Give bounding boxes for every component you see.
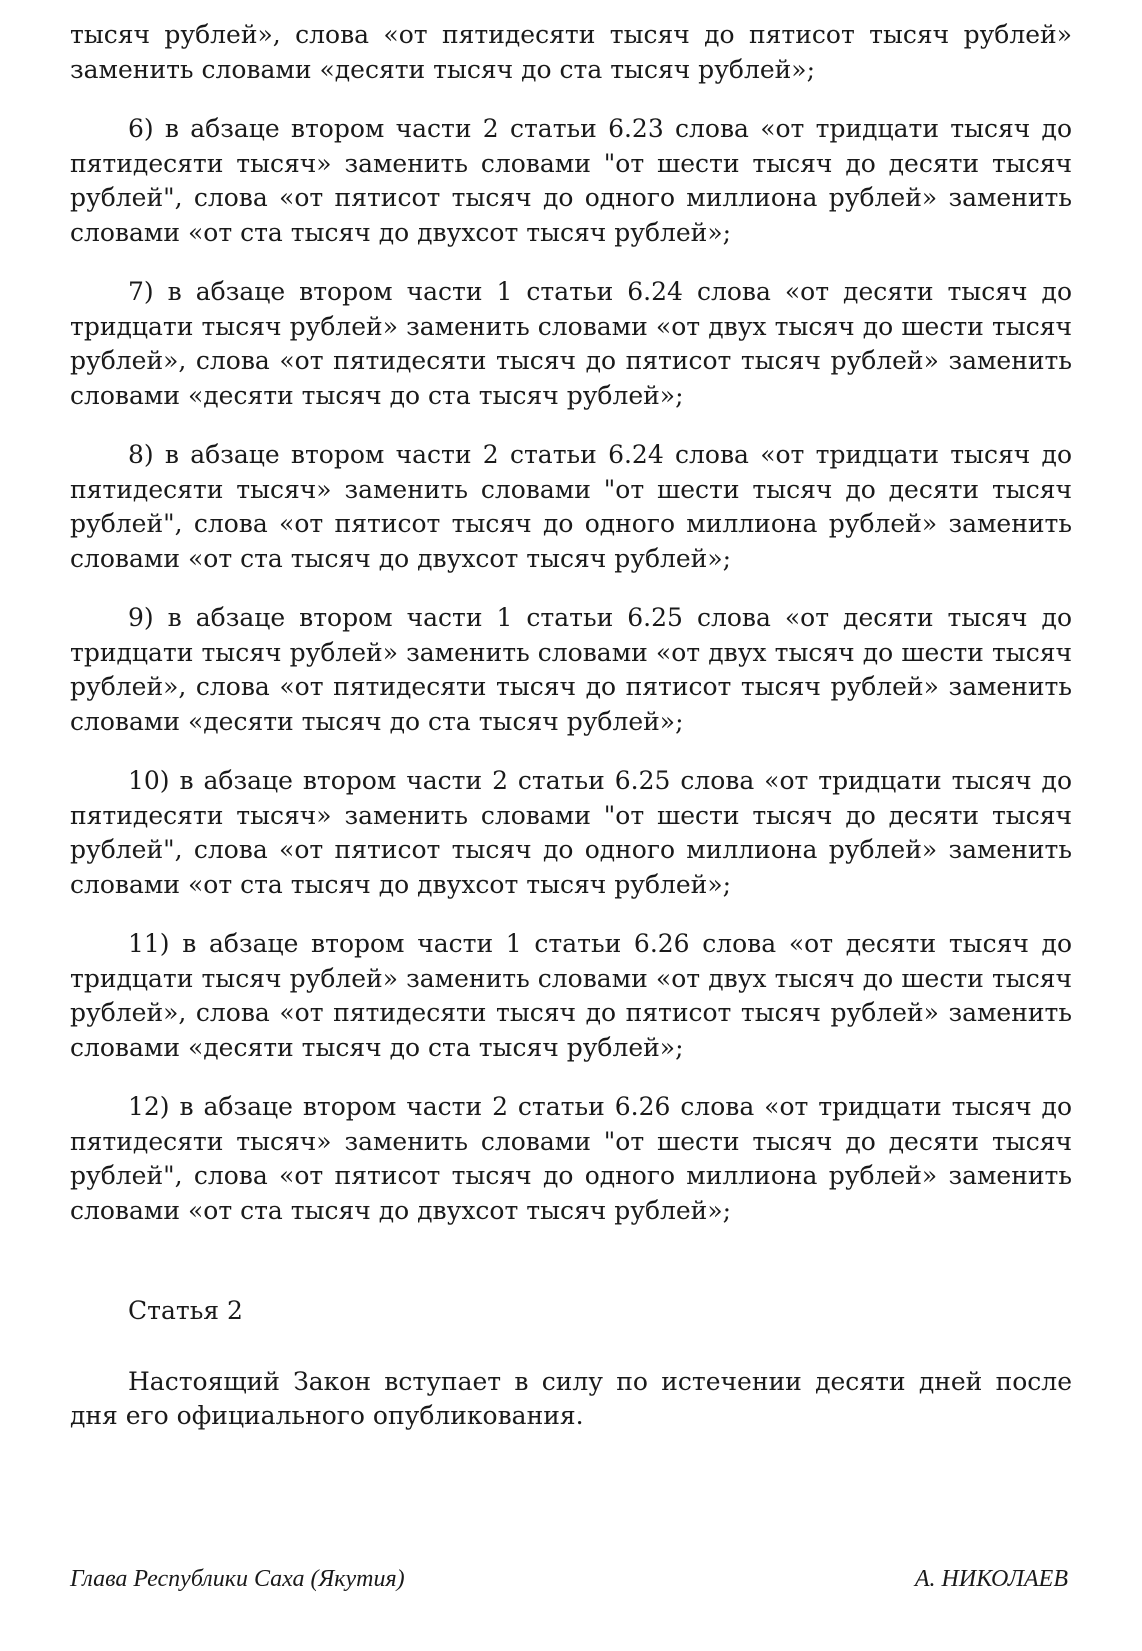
article-2-heading: Статья 2 [128, 1296, 243, 1325]
signatory-title: Глава Республики Саха (Якутия) [70, 1566, 405, 1592]
amendment-item-9: 9) в абзаце втором части 1 статьи 6.25 слова «от десяти тысяч до тридцати тысяч рублей» заменить словами «от двух тысяч до шести тысяч рублей», слова «от пятидесяти тысяч до пятисот тысяч рублей» заменить словами «десяти тысяч до ста тысяч рублей»; [70, 603, 1072, 736]
amendment-item-8: 8) в абзаце втором части 2 статьи 6.24 слова «от тридцати тысяч до пятидесяти тысяч» заменить словами "от шести тысяч до десяти тысяч рублей", слова «от пятисот тысяч до одного миллиона рублей» заменить словами «от ста тысяч до двухсот тысяч рублей»; [70, 440, 1072, 573]
amendment-item-7: 7) в абзаце втором части 1 статьи 6.24 слова «от десяти тысяч до тридцати тысяч рублей» заменить словами «от двух тысяч до шести тысяч рублей», слова «от пятидесяти тысяч до пятисот тысяч рублей» заменить словами «десяти тысяч до ста тысяч рублей»; [70, 277, 1072, 410]
amendment-item-10: 10) в абзаце втором части 2 статьи 6.25 слова «от тридцати тысяч до пятидесяти тысяч» заменить словами "от шести тысяч до десяти тысяч рублей", слова «от пятисот тысяч до одного миллиона рублей» заменить словами «от ста тысяч до двухсот тысяч рублей»; [70, 766, 1072, 899]
amendment-item-12: 12) в абзаце втором части 2 статьи 6.26 слова «от тридцати тысяч до пятидесяти тысяч» заменить словами "от шести тысяч до десяти тысяч рублей", слова «от пятисот тысяч до одного миллиона рублей» заменить словами «от ста тысяч до двухсот тысяч рублей»; [70, 1092, 1072, 1225]
signature-block [70, 1564, 1072, 1594]
article-2-text: Настоящий Закон вступает в силу по истечении десяти дней после дня его официального опубликования. [70, 1366, 1072, 1430]
amendment-paragraph-continuation: тысяч рублей», слова «от пятидесяти тысяч до пятисот тысяч рублей» заменить словами «десяти тысяч до ста тысяч рублей»; [70, 20, 1072, 84]
amendment-item-6: 6) в абзаце втором части 2 статьи 6.23 слова «от тридцати тысяч до пятидесяти тысяч» заменить словами "от шести тысяч до десяти тысяч рублей", слова «от пятисот тысяч до одного миллиона рублей» заменить словами «от ста тысяч до двухсот тысяч рублей»; [70, 114, 1072, 247]
signatory-name: А. НИКОЛАЕВ [914, 1566, 1068, 1592]
amendment-item-11: 11) в абзаце втором части 1 статьи 6.26 слова «от десяти тысяч до тридцати тысяч рублей» заменить словами «от двух тысяч до шести тысяч рублей», слова «от пятидесяти тысяч до пятисот тысяч рублей» заменить словами «десяти тысяч до ста тысяч рублей»; [70, 929, 1072, 1062]
document-page [70, 18, 1072, 1459]
